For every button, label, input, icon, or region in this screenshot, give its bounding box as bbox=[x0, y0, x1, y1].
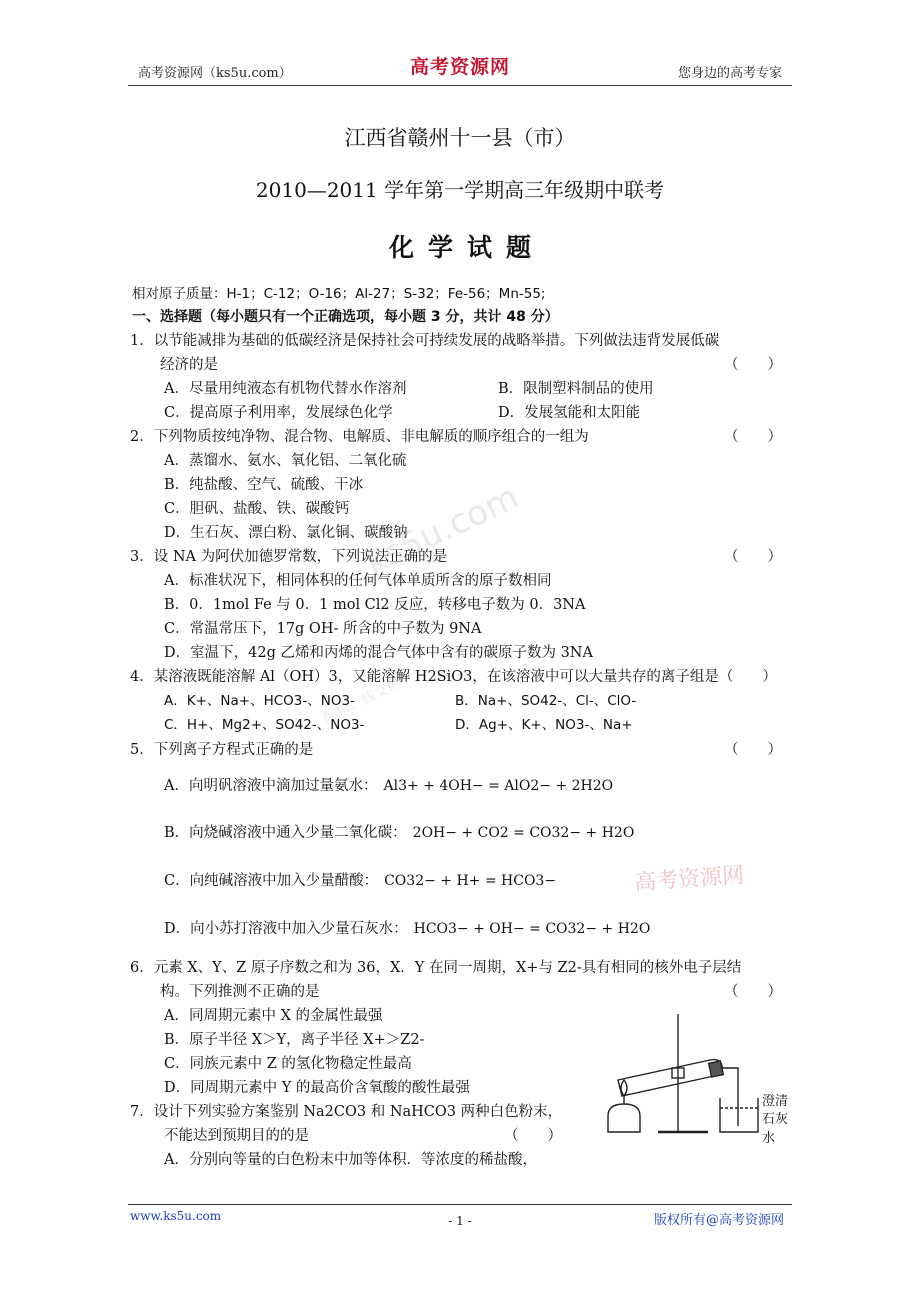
lab-apparatus-figure bbox=[598, 1008, 798, 1146]
q5-equation-c: CO32− + H+ = HCO3− bbox=[384, 873, 557, 889]
q5-option-c: C．向纯碱溶液中加入少量醋酸： CO32− + H+ = HCO3− bbox=[164, 873, 557, 889]
q6-answer-blank: （ ） bbox=[724, 984, 782, 1000]
q3-option-b: B．0．1mol Fe 与 0．1 mol Cl2 反应，转移电子数为 0．3NA bbox=[164, 597, 586, 613]
stopper bbox=[709, 1061, 724, 1077]
beaker bbox=[720, 1098, 758, 1132]
q6-option-b: B．原子半径 X＞Y，离子半径 X+＞Z2- bbox=[164, 1032, 425, 1048]
q6-stem-1: 6．元素 X、Y、Z 原子序数之和为 36，X．Y 在同一周期，X+与 Z2-具有相同的核外电子层结 bbox=[130, 960, 742, 976]
alcohol-lamp bbox=[608, 1104, 640, 1132]
q6-stem-2: 构。下列推测不正确的是 bbox=[160, 984, 320, 1000]
title-exam: 2010—2011 学年第一学期高三年级期中联考 bbox=[255, 178, 665, 202]
q5-equation-d: HCO3− + OH− = CO32− + H2O bbox=[413, 921, 651, 937]
q4-option-a: A．K+、Na+、HCO3-、NO3- bbox=[164, 693, 355, 709]
flame-icon bbox=[621, 1080, 627, 1096]
title-region: 江西省赣州十一县（市） bbox=[344, 126, 576, 150]
q6-option-a: A．同周期元素中 X 的金属性最强 bbox=[164, 1008, 383, 1024]
q3-option-c: C．常温常压下，17g OH- 所含的中子数为 9NA bbox=[164, 621, 482, 637]
q1-option-d: D．发展氢能和太阳能 bbox=[498, 405, 641, 421]
q3-option-a: A．标准状况下，相同体积的任何气体单质所含的原子数相同 bbox=[164, 573, 552, 589]
q6-option-c: C．同族元素中 Z 的氢化物稳定性最高 bbox=[164, 1056, 412, 1072]
q1-option-a: A．尽量用纯液态有机物代替水作溶剂 bbox=[164, 381, 407, 397]
q4-option-b: B．Na+、SO42-、Cl-、ClO- bbox=[455, 693, 637, 709]
watermark-red: 高考资源网 bbox=[633, 863, 745, 896]
q4-option-d: D．Ag+、K+、NO3-、Na+ bbox=[455, 717, 633, 733]
header-slogan: 您身边的高考专家 bbox=[677, 66, 782, 81]
test-tube bbox=[618, 1060, 722, 1096]
q4-stem: 4．某溶液既能溶解 Al（OH）3，又能溶解 H2SiO3，在该溶液中可以大量共存的离子组是（ ） bbox=[130, 669, 777, 685]
watermark-gray-editor: 编辑：钱文彬 bbox=[320, 675, 404, 726]
delivery-tube bbox=[722, 1068, 738, 1126]
q6-option-d: D．同周期元素中 Y 的最高价含氧酸的酸性最强 bbox=[164, 1080, 470, 1096]
q1-stem-1: 1．以节能减排为基础的低碳经济是保持社会可持续发展的战略举措。下列做法违背发展低碳 bbox=[130, 333, 720, 349]
page-number: - 1 - bbox=[448, 1214, 472, 1228]
watermark-gray-site: ks5u.com bbox=[359, 477, 525, 583]
q5-option-b: B．向烧碱溶液中通入少量二氧化碳： 2OH− + CO2 = CO32− + H2O bbox=[164, 825, 635, 841]
q1-stem-2: 经济的是 bbox=[160, 357, 218, 373]
q5-option-a: A．向明矾溶液中滴加过量氨水： Al3+ + 4OH− = AlO2− + 2H2O bbox=[164, 778, 614, 794]
q1-option-b: B．限制塑料制品的使用 bbox=[498, 381, 654, 397]
footer-site-link[interactable]: www.ks5u.com bbox=[130, 1209, 222, 1223]
q7-stem-2: 不能达到预期目的的是 bbox=[164, 1128, 309, 1144]
q2-stem: 2．下列物质按纯净物、混合物、电解质、非电解质的顺序组合的一组为 bbox=[130, 429, 589, 445]
q1-answer-blank: （ ） bbox=[724, 357, 782, 373]
q2-option-a: A．蒸馏水、氨水、氧化铝、二氧化硫 bbox=[164, 453, 407, 469]
header-logo: 高考资源网 bbox=[409, 56, 511, 78]
q4-option-c: C．H+、Mg2+、SO42-、NO3- bbox=[164, 717, 365, 733]
apparatus-label-limewater: 石灰水 bbox=[762, 1112, 789, 1146]
q2-option-c: C．胆矾、盐酸、铁、碳酸钙 bbox=[164, 501, 350, 517]
page-header bbox=[128, 52, 792, 86]
q1-option-c: C．提高原子利用率，发展绿色化学 bbox=[164, 405, 393, 421]
q3-stem: 3．设 NA 为阿伏加德罗常数，下列说法正确的是 bbox=[130, 549, 448, 565]
atomic-masses: 相对原子质量：H-1；C-12；O-16；Al-27；S-32；Fe-56；Mn-55; bbox=[132, 286, 546, 302]
q5-equation-b: 2OH− + CO2 = CO32− + H2O bbox=[412, 825, 635, 841]
q3-option-d: D．室温下，42g 乙烯和丙烯的混合气体中含有的碳原子数为 3NA bbox=[164, 645, 593, 661]
q5-answer-blank: （ ） bbox=[724, 742, 782, 758]
q7-stem-1: 7．设计下列实验方案鉴别 Na2CO3 和 NaHCO3 两种白色粉末， bbox=[130, 1104, 563, 1120]
q5-equation-a: Al3+ + 4OH− = AlO2− + 2H2O bbox=[383, 778, 614, 794]
q2-option-d: D．生石灰、漂白粉、氯化铜、碳酸钠 bbox=[164, 525, 408, 541]
q2-answer-blank: （ ） bbox=[724, 429, 782, 445]
header-site-name: 高考资源网（ks5u.com） bbox=[138, 66, 292, 81]
q5-option-d: D．向小苏打溶液中加入少量石灰水： HCO3− + OH− = CO32− + H2O bbox=[164, 921, 651, 937]
section-heading: 一、选择题（每小题只有一个正确选项，每小题 3 分，共计 48 分） bbox=[132, 309, 559, 325]
q7-option-a: A．分别向等量的白色粉末中加等体积．等浓度的稀盐酸， bbox=[164, 1152, 537, 1168]
title-subject: 化学试题 bbox=[388, 233, 545, 262]
q7-answer-blank: （ ） bbox=[504, 1128, 562, 1144]
q5-stem: 5．下列离子方程式正确的是 bbox=[130, 742, 314, 758]
q2-option-b: B．纯盐酸、空气、硫酸、干冰 bbox=[164, 477, 364, 493]
apparatus-label-clear: 澄清 bbox=[762, 1094, 789, 1109]
footer-copyright: 版权所有@高考资源网 bbox=[653, 1213, 784, 1228]
q3-answer-blank: （ ） bbox=[724, 549, 782, 565]
